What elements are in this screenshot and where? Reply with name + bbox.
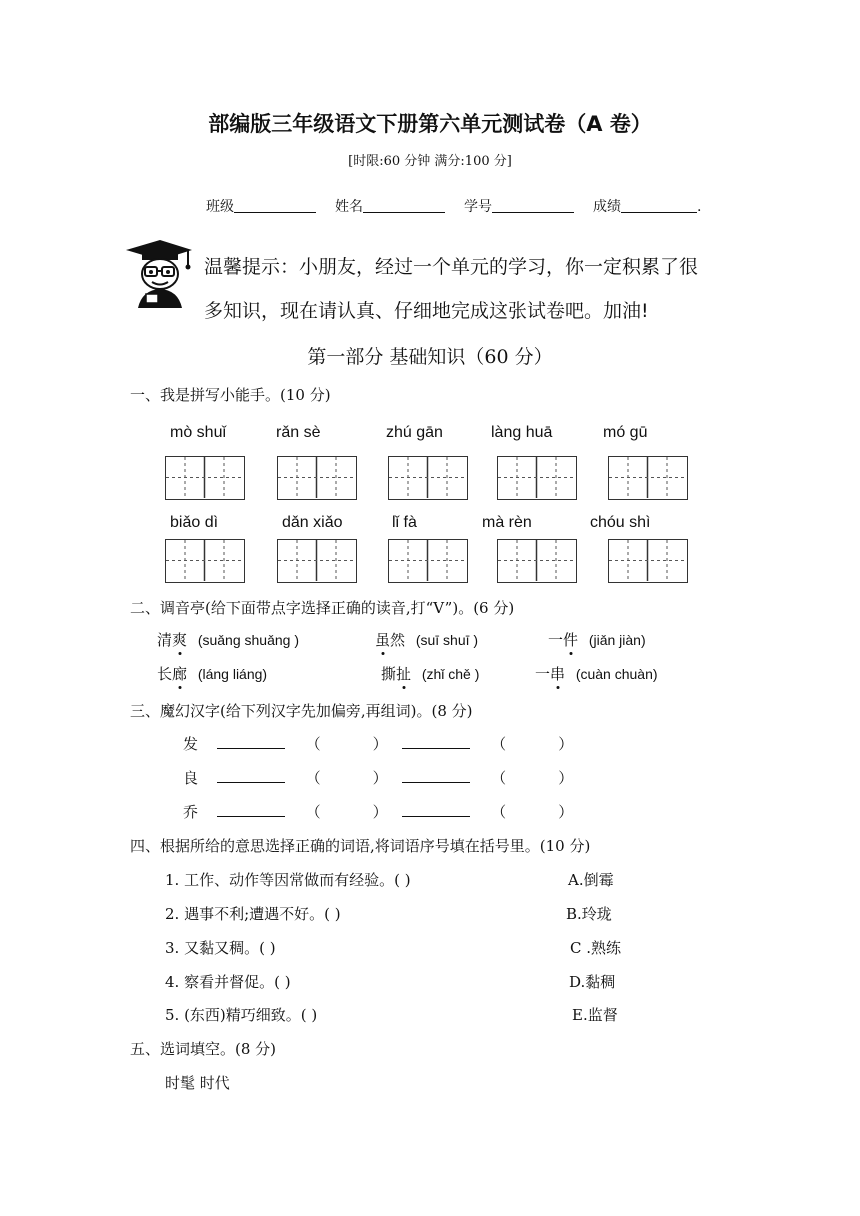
score-period: . (697, 199, 702, 215)
word-option: B.玲珑 (566, 905, 612, 923)
pinyin-label: mò shuǐ (170, 424, 227, 441)
answer-blank[interactable] (217, 748, 285, 749)
scholar-mascot-icon (118, 238, 196, 308)
base-character: 乔 (183, 803, 199, 821)
q1-title: 一、我是拼写小能手。(10 分) (130, 386, 331, 404)
word-option: A.倒霉 (568, 871, 614, 889)
reading-options[interactable]: (jiǎn jiàn) (588, 632, 646, 648)
radical-row: 乔 （ ） （ ） (183, 803, 574, 821)
writing-grid[interactable] (277, 539, 357, 583)
pinyin-label: lǐ fà (392, 514, 417, 531)
student-id-blank[interactable] (492, 198, 574, 213)
writing-grid[interactable] (608, 456, 688, 500)
radical-row: 发 （ ） （ ） (183, 735, 574, 753)
word-option: C .熟练 (570, 939, 622, 957)
score-field[interactable] (593, 196, 701, 216)
pinyin-label: chóu shì (590, 514, 651, 531)
name-field[interactable] (335, 196, 445, 216)
name-label: 姓名 (335, 199, 363, 215)
writing-grid[interactable] (165, 456, 245, 500)
reading-item: 撕扯 (zhǐ chě ) (381, 665, 480, 683)
answer-blank[interactable] (402, 782, 470, 783)
pinyin-label: dǎn xiǎo (282, 514, 343, 531)
reading-options[interactable]: (cuàn chuàn) (575, 666, 658, 682)
writing-grid[interactable] (388, 539, 468, 583)
q2-title: 二、调音亭(给下面带点字选择正确的读音,打“V”)。(6 分) (130, 599, 515, 617)
word-option: D.黏稠 (569, 973, 616, 991)
writing-grid[interactable] (277, 456, 357, 500)
reading-item: 一件 (jiǎn jiàn) (548, 631, 646, 649)
word-bank: 时髦 时代 (165, 1074, 230, 1092)
class-blank[interactable] (234, 198, 316, 213)
student-id-field[interactable] (464, 196, 574, 216)
pinyin-label: rǎn sè (276, 424, 321, 441)
answer-blank[interactable] (217, 782, 285, 783)
reading-options[interactable]: (zhǐ chě ) (421, 666, 480, 682)
base-character: 发 (183, 735, 199, 753)
pinyin-label: mó gū (603, 424, 648, 441)
word-option: E.监督 (572, 1006, 618, 1024)
tip-line-1: 温馨提示：小朋友，经过一个单元的学习，你一定积累了很 (204, 256, 699, 278)
writing-grid[interactable] (497, 456, 577, 500)
base-character: 良 (183, 769, 199, 787)
writing-grid[interactable] (608, 539, 688, 583)
tip-line-2: 多知识，现在请认真、仔细地完成这张试卷吧。加油! (204, 300, 649, 322)
part-one-heading: 第一部分 基础知识（60 分） (307, 346, 553, 368)
reading-options[interactable]: (láng liáng) (197, 666, 268, 682)
q5-title: 五、选词填空。(8 分) (130, 1040, 277, 1058)
pinyin-label: zhú gān (386, 424, 443, 441)
reading-item: 清爽 (suǎng shuǎng ) (157, 631, 299, 649)
answer-blank[interactable] (402, 816, 470, 817)
reading-item: 长廊 (láng liáng) (157, 665, 268, 683)
q4-title: 四、根据所给的意思选择正确的词语,将词语序号填在括号里。(10 分) (130, 837, 591, 855)
definition-item[interactable]: 5. (东西)精巧细致。( ) (165, 1006, 318, 1024)
definition-item[interactable]: 2. 遇事不利;遭遇不好。( ) (165, 905, 341, 923)
reading-item: 虽然 (suī shuī ) (375, 631, 479, 649)
class-field[interactable] (206, 196, 316, 216)
definition-item[interactable]: 1. 工作、动作等因常做而有经验。( ) (165, 871, 411, 889)
page-title: 部编版三年级语文下册第六单元测试卷（A 卷） (208, 112, 652, 136)
radical-row: 良 （ ） （ ） (183, 769, 574, 787)
class-label: 班级 (206, 199, 234, 215)
pinyin-label: làng huā (491, 424, 553, 441)
writing-grid[interactable] (388, 456, 468, 500)
reading-options[interactable]: (suǎng shuǎng ) (197, 632, 299, 648)
reading-item: 一串 (cuàn chuàn) (535, 665, 658, 683)
student-id-label: 学号 (464, 199, 492, 215)
score-blank[interactable] (621, 198, 697, 213)
pinyin-label: mà rèn (482, 514, 532, 531)
score-label: 成绩 (593, 199, 621, 215)
q3-title: 三、魔幻汉字(给下列汉字先加偏旁,再组词)。(8 分) (130, 702, 473, 720)
answer-blank[interactable] (402, 748, 470, 749)
time-score-limits: [时限:60 分钟 满分:100 分] (348, 154, 512, 169)
definition-item[interactable]: 3. 又黏又稠。( ) (165, 939, 276, 957)
reading-options[interactable]: (suī shuī ) (415, 632, 479, 648)
pinyin-label: biǎo dì (170, 514, 219, 531)
definition-item[interactable]: 4. 察看并督促。( ) (165, 973, 291, 991)
writing-grid[interactable] (497, 539, 577, 583)
name-blank[interactable] (363, 198, 445, 213)
answer-blank[interactable] (217, 816, 285, 817)
writing-grid[interactable] (165, 539, 245, 583)
